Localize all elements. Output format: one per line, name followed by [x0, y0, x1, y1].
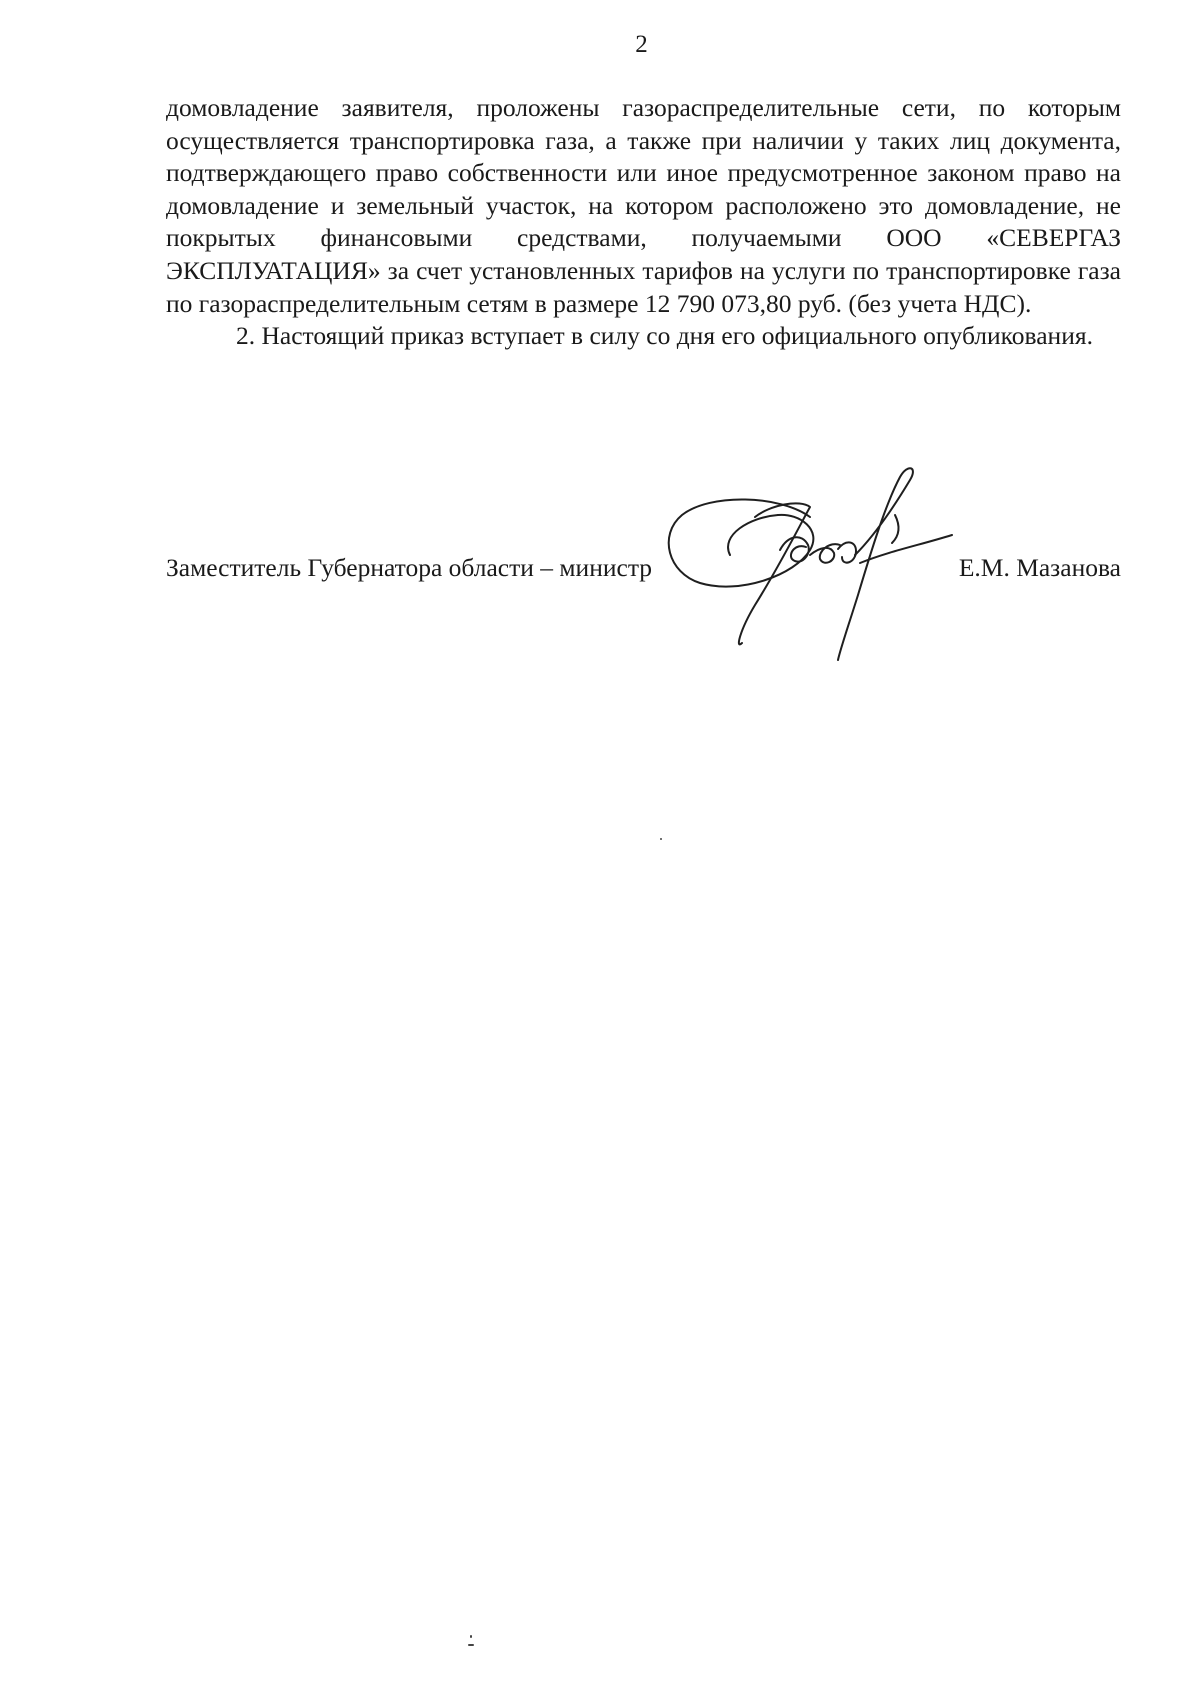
document-body: [166, 92, 1121, 353]
paragraph-continuation: домовладение заявителя, проложены газораспределительные сети, по которым осуществляется транспортировка газа, а также при наличии у таких лиц документа, подтверждающего право собственности или иное предусмотренное законом право на домовладение и земельный участок, на котором расположено это домовладение, не покрытых финансовыми средствами, получаемыми ООО «СЕВЕРГАЗ ЭКСПЛУАТАЦИЯ» за счет установленных тарифов на услуги по транспортировке газа по газораспределительным сетям в размере 12 790 073,80 руб. (без учета НДС).: [166, 93, 1121, 318]
scan-speck: [468, 1644, 474, 1646]
signer-title: Заместитель Губернатора области – министр: [166, 553, 653, 582]
paragraph-item-2: 2. Настоящий приказ вступает в силу со дня его официального опубликования.: [236, 321, 1093, 351]
signer-name: Е.М. Мазанова: [958, 553, 1121, 582]
scan-speck: [470, 1635, 472, 1638]
page-number: 2: [635, 31, 648, 58]
handwritten-signature: [660, 455, 990, 685]
scan-speck: [660, 838, 662, 840]
